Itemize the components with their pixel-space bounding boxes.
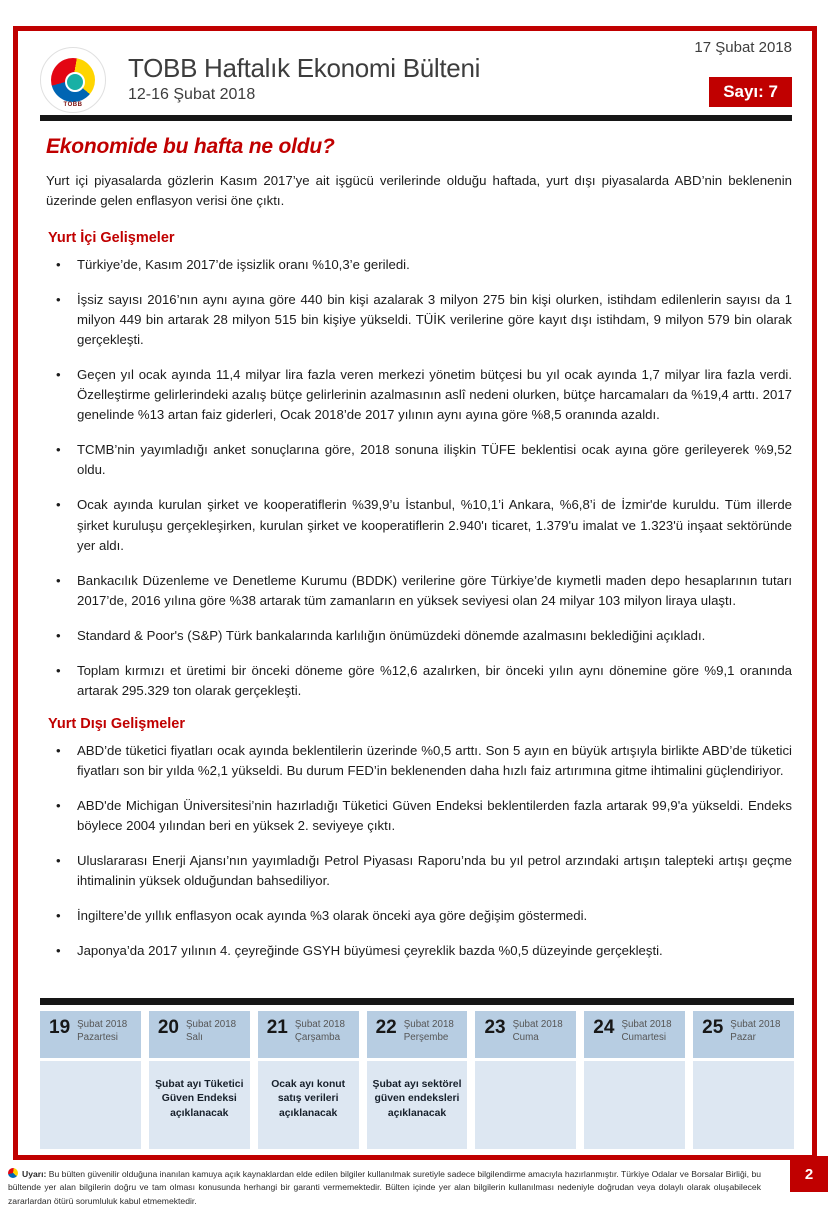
intro-paragraph: Yurt içi piyasalarda gözlerin Kasım 2017’ye ait işgücü verilerinde olduğu haftada, yurt dışı piyasalarda ABD’nin beklenenin üzerinde gelen enflasyon verisi öne çıktı. [46,173,792,209]
calendar-day-event [40,1061,141,1149]
title-block [128,53,480,104]
calendar-day-number: 22 [375,1017,397,1038]
calendar-day-weekday: Cuma [512,1031,539,1043]
bullet-item: • Türkiye’de, Kasım 2017’de işsizlik oranı %10,3’e geriledi. [46,255,792,275]
calendar-day-event [693,1061,794,1149]
calendar-day-month: Şubat 2018 [730,1019,781,1030]
bullet-item: • ABD'de Michigan Üniversitesi’nin hazırladığı Tüketici Güven Endeksi beklentilerden fazla artarak 99,9'a yükseldi. Endeks böylece 2004 yılından beri en yüksek 2. seviyeye çıktı. [46,796,792,836]
calendar-day-month: Şubat 2018 [294,1019,345,1030]
calendar-day-weekday: Pazartesi [77,1031,118,1043]
calendar-day-meta [404,1018,454,1044]
calendar-day-number: 23 [484,1017,506,1038]
section-title: Yurt Dışı Gelişmeler [48,715,186,732]
bullet-item: • Toplam kırmızı et üretimi bir önceki döneme göre %12,6 azalırken, bir önceki yılın aynı dönemine göre %9,1 oranında artarak 295.329 ton olarak gerçekleşti. [46,661,792,701]
calendar-day-weekday: Perşembe [403,1031,449,1043]
bullet-list [46,741,792,962]
tobb-mini-logo-icon [8,1168,18,1178]
calendar-day-header [367,1011,468,1058]
calendar-day-card [258,1011,359,1149]
calendar-day-meta [730,1018,780,1044]
calendar-day-weekday: Cumartesi [621,1031,667,1043]
calendar-day-card [584,1011,685,1149]
calendar-day-event: Ocak ayı konut satış verileri açıklanacak [258,1061,359,1149]
bulletin-title: TOBB Haftalık Ekonomi Bülteni [128,53,481,83]
calendar-day-month: Şubat 2018 [621,1019,672,1030]
calendar-day-number: 25 [702,1017,724,1038]
calendar-day-card [40,1011,141,1149]
calendar-day-weekday: Çarşamba [294,1031,341,1043]
calendar-day-event [475,1061,576,1149]
calendar-day-meta [186,1018,236,1044]
header [18,31,812,115]
page-heading: Ekonomide bu hafta ne oldu? [46,135,335,158]
main-content [18,121,812,961]
calendar-day-meta [621,1018,671,1044]
bullet-item: • İşsiz sayısı 2016’nın aynı ayına göre 440 bin kişi azalarak 3 milyon 275 bin kişi olurken, istihdam edilenlerin sayısı da 1 milyon 449 bin artarak 28 milyon 515 bin kişiye yükseldi. TÜİK verilerine göre kayıt dışı istihdam, 9 milyon 579 bin olarak gerçekleşti. [46,290,792,350]
week-calendar [40,1011,794,1149]
bullet-item: • TCMB’nin yayımladığı anket sonuçlarına göre, 2018 sonuna ilişkin TÜFE beklentisi ocak ayına göre gerileyerek %9,52 oldu. [46,440,792,480]
calendar-day-meta [513,1018,563,1044]
tobb-logo [40,47,106,113]
content-section [46,230,792,701]
calendar-day-header [258,1011,359,1058]
calendar-day-meta [77,1018,127,1044]
calendar-day-weekday: Salı [186,1031,203,1043]
page-frame [13,26,817,1160]
calendar-divider [40,998,794,1005]
bullet-item: • İngiltere’de yıllık enflasyon ocak ayında %3 olarak önceki aya göre değişim göstermedi. [46,906,792,926]
calendar-day-month: Şubat 2018 [512,1019,563,1030]
bullet-item: • Standard & Poor's (S&P) Türk bankalarında karlılığın önümüzdeki dönemde azalmasını beklediğini açıkladı. [46,626,792,646]
content-section [46,716,792,962]
footer-disclaimer [8,1168,761,1208]
calendar-day-month: Şubat 2018 [403,1019,454,1030]
publication-date: 17 Şubat 2018 [694,39,792,56]
calendar-day-number: 19 [49,1017,71,1038]
tobb-logo-swirl-icon [51,58,95,102]
calendar-day-number: 24 [593,1017,615,1038]
calendar-day-header [40,1011,141,1058]
sections-container [46,230,792,962]
calendar-day-header [149,1011,250,1058]
bullet-item: • Ocak ayında kurulan şirket ve kooperatiflerin %39,9’u İstanbul, %10,1’i Ankara, %6,8’i de İzmir'de kuruldu. Tüm illerde şirket kuruluşu gerçekleşirken, kurulan şirket ve kooperatiflerin 2.940'ı ticaret, 1.379'u imalat ve 1.323'ü inşaat sektöründe yer aldı. [46,495,792,555]
calendar-day-header [584,1011,685,1058]
bullet-item: • Bankacılık Düzenleme ve Denetleme Kurumu (BDDK) verilerine göre Türkiye’de kıymetli maden depo hesaplarının tutarı 2017’de, 2016 yılına göre %38 artarak tüm zamanların en yüksek seviyesi olan 24 milyar 103 milyon liraya ulaştı. [46,571,792,611]
issue-number-badge: Sayı: 7 [709,77,792,107]
section-title: Yurt İçi Gelişmeler [48,229,175,246]
calendar-day-number: 20 [157,1017,179,1038]
calendar-day-card [149,1011,250,1149]
calendar-day-event: Şubat ayı Tüketici Güven Endeksi açıklanacak [149,1061,250,1149]
calendar-day-event [584,1061,685,1149]
bullet-item: • Japonya’da 2017 yılının 4. çeyreğinde GSYH büyümesi çeyreklik bazda %0,5 düzeyinde gerçekleşti. [46,941,792,961]
calendar-day-header [693,1011,794,1058]
calendar-day-number: 21 [266,1017,288,1038]
calendar-day-meta [295,1018,345,1044]
page-number-badge: 2 [790,1156,828,1192]
disclaimer-text: Bu bülten güvenilir olduğuna inanılan kamuya açık kaynaklardan elde edilen bilgiler kullanılmak suretiyle sadece bilgilendirme amacıyla hazırlanmıştır. Türkiye Odalar ve Borsalar Birliği, bu bültende yer alan bilgilerin doğru ve tam olması konusunda herhangi bir garanti vermemektedir. Bülten içinde yer alan bilgilerin kullanılması nedeniyle doğrudan veya dolaylı olarak oluşabilecek zararlardan ötürü sorumluluk kabul etmemektedir. [8,1169,762,1206]
bullet-list [46,255,792,701]
calendar-day-month: Şubat 2018 [186,1019,237,1030]
calendar-day-card [367,1011,468,1149]
calendar-day-weekday: Pazar [730,1031,756,1043]
bullet-item: • Uluslararası Enerji Ajansı’nın yayımladığı Petrol Piyasası Raporu’nda bu yıl petrol arzındaki artışın talepteki artışı geçme ihtimalinin yüksek olduğundan bahsediliyor. [46,851,792,891]
warning-label: Uyarı: [22,1169,47,1179]
calendar-day-header [475,1011,576,1058]
week-calendar-wrap [40,998,794,1149]
bullet-item: • ABD’de tüketici fiyatları ocak ayında beklentilerin üzerinde %0,5 arttı. Son 5 ayın en büyük artışıyla birlikte ABD’de tüketici fiyatları son bir yılda %2,1 yükseldi. Bu durum FED’in beklenenden daha hızlı faiz artırımına gitme ihtimalini güçlendiriyor. [46,741,792,781]
bulletin-week-range: 12-16 Şubat 2018 [128,86,256,103]
tobb-logo-abbr: TOBB [63,102,83,108]
calendar-day-event: Şubat ayı sektörel güven endeksleri açıklanacak [367,1061,468,1149]
calendar-day-card [475,1011,576,1149]
calendar-day-card [693,1011,794,1149]
calendar-day-month: Şubat 2018 [77,1019,128,1030]
bullet-item: • Geçen yıl ocak ayında 11,4 milyar lira fazla veren merkezi yönetim bütçesi bu yıl ocak ayında 1,7 milyar lira fazla verdi. Özelleştirme gelirlerindeki azalış bütçe gelirlerinin azalmasının aslî nedeni olurken, bütçe harcamaları da %19,4 arttı. 2017 genelinde %13 artan faiz giderleri, Ocak 2018’de 2017 yılının aynı ayına göre %8,5 oranında azaldı. [46,365,792,425]
